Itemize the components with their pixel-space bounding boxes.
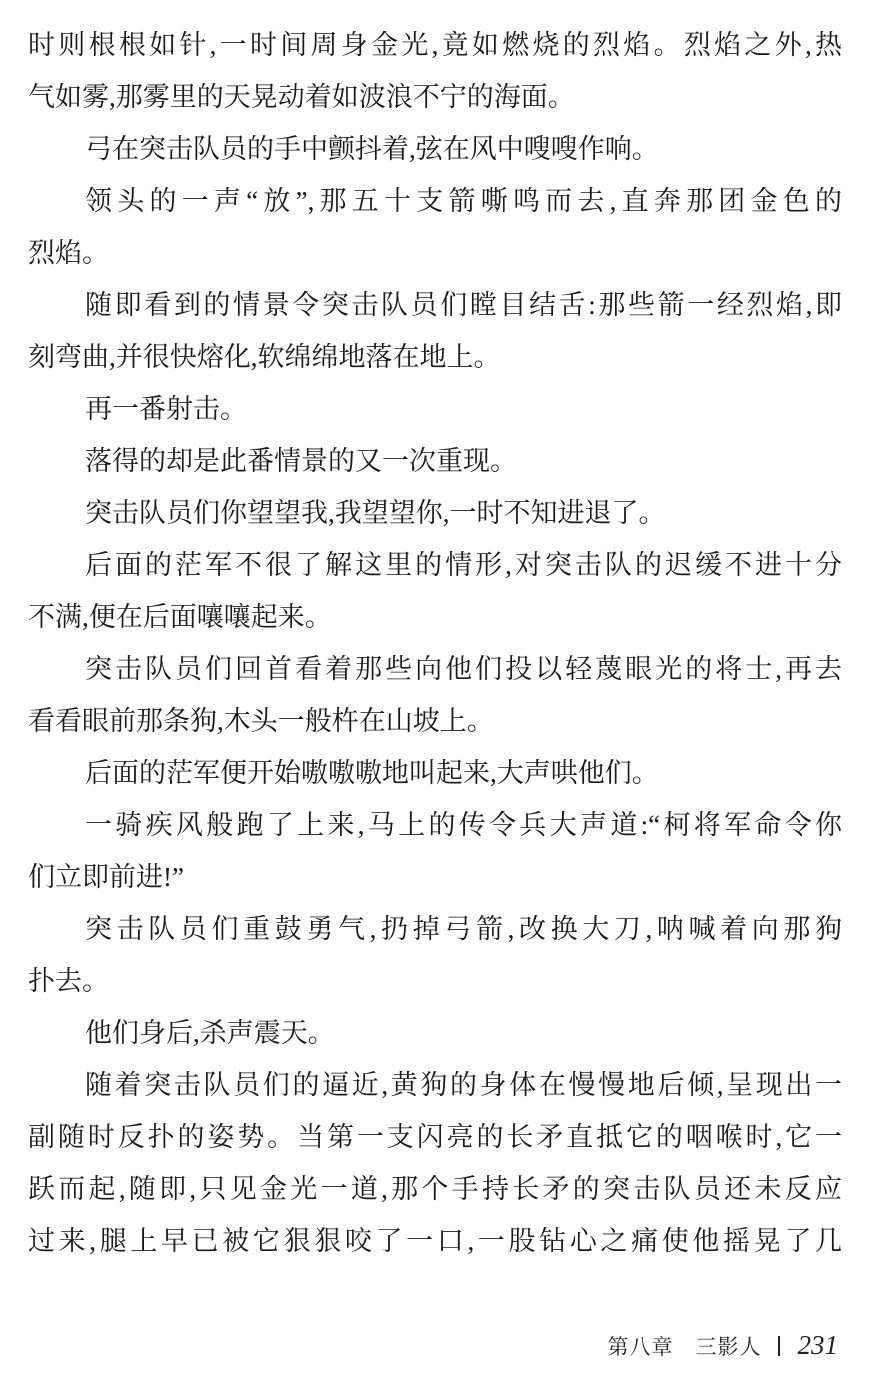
text-line: 跃而起,随即,只见金光一道,那个手持长矛的突击队员还未反应 (28, 1174, 842, 1204)
text-line: 后面的茫军便开始嗷嗷嗷地叫起来,大声哄他们。 (85, 758, 659, 788)
text-line: 突击队员们回首看着那些向他们投以轻蔑眼光的将士,再去 (85, 654, 842, 684)
text-line: 时则根根如针,一时间周身金光,竟如燃烧的烈焰。烈焰之外,热 (28, 30, 842, 60)
text-line: 不满,便在后面嚷嚷起来。 (28, 602, 332, 632)
body-text (28, 19, 842, 1267)
text-line: 后面的茫军不很了解这里的情形,对突击队的迟缓不进十分 (85, 550, 842, 580)
chapter-title: 第八章 三影人 (607, 1334, 762, 1359)
text-line: 突击队员们重鼓勇气,扔掉弓箭,改换大刀,呐喊着向那狗 (85, 914, 842, 944)
text-line: 们立即前进!” (28, 862, 184, 892)
text-line: 突击队员们你望望我,我望望你,一时不知进退了。 (85, 498, 666, 528)
footer-divider (778, 1336, 780, 1356)
text-line: 刻弯曲,并很快熔化,软绵绵地落在地上。 (28, 342, 501, 372)
text-line: 落得的却是此番情景的又一次重现。 (85, 446, 517, 476)
text-line: 一骑疾风般跑了上来,马上的传令兵大声道:“柯将军命令你 (85, 810, 842, 840)
text-line: 领头的一声“放”,那五十支箭嘶鸣而去,直奔那团金色的 (85, 186, 842, 216)
text-line: 看看眼前那条狗,木头一般杵在山坡上。 (28, 706, 494, 736)
text-line: 随着突击队员们的逼近,黄狗的身体在慢慢地后倾,呈现出一 (85, 1070, 842, 1100)
text-line: 随即看到的情景令突击队员们瞠目结舌:那些箭一经烈焰,即 (85, 290, 842, 320)
text-line: 气如雾,那雾里的天晃动着如波浪不宁的海面。 (28, 82, 575, 112)
page-number: 231 (797, 1330, 838, 1360)
text-line: 过来,腿上早已被它狠狠咬了一口,一股钻心之痛使他摇晃了几 (28, 1226, 842, 1256)
text-line: 副随时反扑的姿势。当第一支闪亮的长矛直抵它的咽喉时,它一 (28, 1122, 842, 1152)
text-line: 弓在突击队员的手中颤抖着,弦在风中嗖嗖作响。 (85, 134, 659, 164)
page-footer (608, 1330, 839, 1361)
text-line: 扑去。 (28, 966, 109, 996)
text-line: 他们身后,杀声震天。 (85, 1018, 335, 1048)
text-line: 再一番射击。 (85, 394, 247, 424)
text-line: 烈焰。 (28, 238, 109, 268)
